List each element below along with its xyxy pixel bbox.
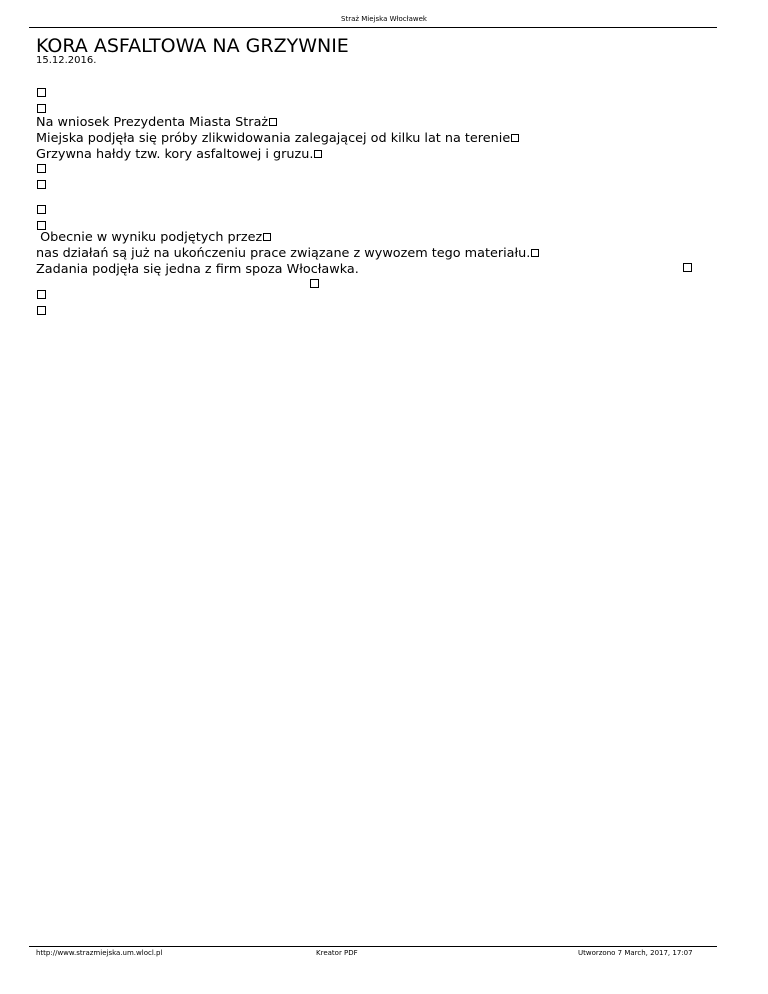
missing-glyph-box <box>37 180 46 189</box>
missing-glyph-box <box>37 164 46 173</box>
footer-divider <box>29 946 717 947</box>
footer-creator: Kreator PDF <box>316 949 358 957</box>
article-date: 15.12.2016. <box>36 55 97 66</box>
paragraph-1-line-2 <box>36 131 519 147</box>
paragraph-2-line-2 <box>36 246 539 262</box>
missing-glyph-box <box>37 88 46 97</box>
missing-glyph-box <box>37 221 46 230</box>
paragraph-1-line-3 <box>36 147 322 163</box>
page-header-text: Straż Miejska Włocławek <box>341 15 427 23</box>
paragraph-line-text: Zadania podjęła się jedna z firm spoza Włocławka. <box>36 262 359 277</box>
paragraph-line-text: Na wniosek Prezydenta Miasta Straż <box>36 115 269 130</box>
article-title: KORA ASFALTOWA NA GRZYWNIE <box>36 35 349 57</box>
paragraph-line-text: Grzywna hałdy tzw. kory asfaltowej i gruzu. <box>36 147 314 162</box>
paragraph-line-text: nas działań są już na ukończeniu prace związane z wywozem tego materiału. <box>36 246 531 261</box>
missing-glyph-box <box>310 279 319 288</box>
paragraph-line-text: Obecnie w wyniku podjętych przez <box>36 230 263 245</box>
paragraph-2-line-1 <box>36 230 271 246</box>
paragraph-line-text: Miejska podjęła się próby zlikwidowania zalegającej od kilku lat na terenie <box>36 131 511 146</box>
header-divider <box>29 27 717 28</box>
missing-glyph-box <box>314 150 322 158</box>
missing-glyph-box <box>263 233 271 241</box>
missing-glyph-box <box>37 205 46 214</box>
missing-glyph-box <box>37 290 46 299</box>
footer-created: Utworzono 7 March, 2017, 17:07 <box>578 949 693 957</box>
missing-glyph-box <box>269 118 277 126</box>
footer-url: http://www.strazmiejska.um.wlocl.pl <box>36 949 163 957</box>
missing-glyph-box <box>683 263 692 272</box>
missing-glyph-box <box>37 306 46 315</box>
missing-glyph-box <box>37 104 46 113</box>
missing-glyph-box <box>511 134 519 142</box>
missing-glyph-box <box>531 249 539 257</box>
paragraph-1-line-1 <box>36 115 277 131</box>
paragraph-2-line-3 <box>36 262 359 278</box>
